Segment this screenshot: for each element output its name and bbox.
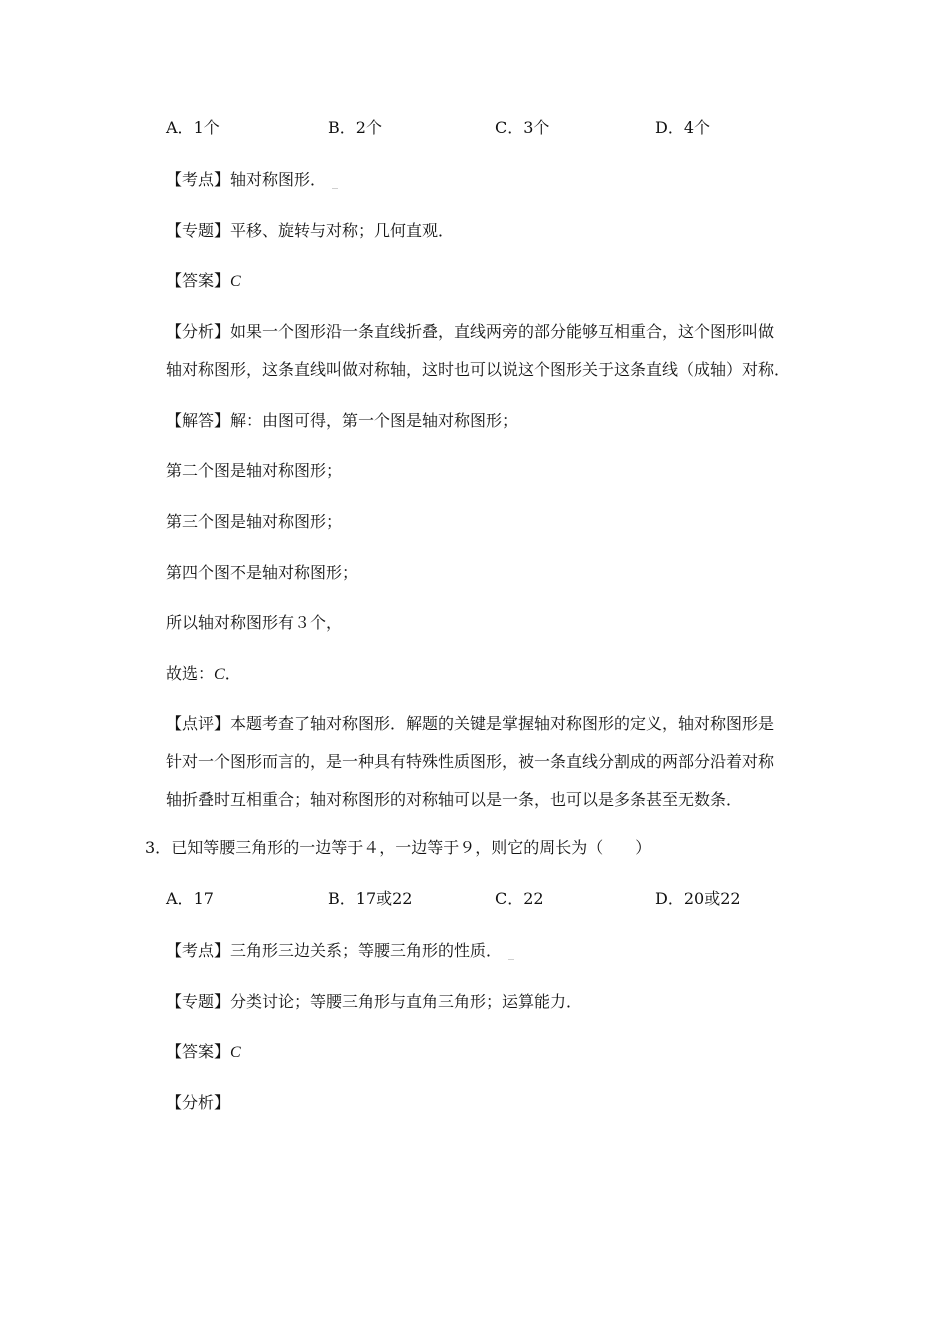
option-letter: C． (495, 889, 524, 908)
q2-option-b (328, 118, 382, 138)
option-text: 2个 (355, 118, 382, 137)
q2-jieda-line2 (166, 461, 342, 481)
q2-option-c (495, 118, 549, 138)
section-text: 第二个图是轴对称图形； (166, 461, 343, 480)
option-text: 20或22 (683, 889, 741, 908)
q3-daan (166, 1042, 241, 1062)
option-text: 17或22 (355, 889, 413, 908)
section-text: ． (224, 664, 241, 683)
section-label: 【专题】 (166, 992, 231, 1011)
answer-value: C (214, 666, 225, 683)
answer-value: C (230, 273, 241, 290)
option-text: 17 (193, 889, 214, 908)
q2-option-a (166, 118, 220, 138)
q3-option-b (328, 889, 413, 909)
option-letter: D． (655, 118, 684, 137)
section-label: 【分析】 (166, 1093, 231, 1112)
section-text: 所以轴对称图形有３个， (166, 613, 343, 632)
q2-dianping-line1 (166, 714, 774, 734)
section-text: 分类讨论；等腰三角形与直角三角形；运算能力． (230, 992, 583, 1011)
section-text: 针对一个图形而言的，是一种具有特殊性质图形，被一条直线分割成的两部分沿着对称 (166, 752, 775, 771)
section-text: 故选： (166, 664, 215, 683)
section-text: 轴折叠时互相重合；轴对称图形的对称轴可以是一条，也可以是多条甚至无数条． (166, 790, 743, 809)
question-number: 3． (145, 838, 172, 857)
q3-option-c (495, 889, 544, 909)
section-text: 如果一个图形沿一条直线折叠，直线两旁的部分能够互相重合，这个图形叫做 (230, 322, 775, 341)
q2-jieda-line3 (166, 512, 342, 532)
section-label: 【考点】 (166, 170, 231, 189)
option-letter: C． (495, 118, 524, 137)
q2-option-d (655, 118, 710, 138)
section-label: 【解答】 (166, 411, 231, 430)
q3-kaodian (166, 941, 514, 961)
q2-daan (166, 271, 241, 291)
section-label: 【分析】 (166, 322, 231, 341)
section-label: 【答案】 (166, 1042, 231, 1061)
option-letter: D． (655, 889, 684, 908)
section-text: 第四个图不是轴对称图形； (166, 563, 359, 582)
option-text: 22 (523, 889, 544, 908)
section-label: 【专题】 (166, 221, 231, 240)
q2-fenxi-line1 (166, 322, 774, 342)
q3-option-a (166, 889, 214, 909)
option-text: 4个 (683, 118, 711, 137)
q2-dianping-line2 (166, 752, 774, 772)
option-letter: B． (328, 118, 356, 137)
q2-jieda-line1 (166, 411, 518, 431)
section-label: 【答案】 (166, 271, 231, 290)
section-text: 解：由图可得，第一个图是轴对称图形； (230, 411, 519, 430)
q3-stem (145, 838, 651, 858)
section-text: 平移、旋转与对称；几何直观． (230, 221, 455, 240)
section-text: 本题考查了轴对称图形．解题的关键是掌握轴对称图形的定义，轴对称图形是 (230, 714, 775, 733)
faint-mark (332, 188, 338, 189)
option-text: 1个 (193, 118, 220, 137)
q2-dianping-line3 (166, 790, 742, 810)
section-label: 【考点】 (166, 941, 231, 960)
section-label: 【点评】 (166, 714, 231, 733)
q2-fenxi-line2 (166, 360, 790, 380)
q2-jieda-line6 (166, 664, 241, 684)
q3-option-d (655, 889, 741, 909)
q3-fenxi (166, 1093, 230, 1113)
q2-kaodian (166, 170, 338, 190)
option-letter: A． (166, 118, 194, 137)
q2-jieda-line4 (166, 563, 358, 583)
section-text: 轴对称图形． (230, 170, 327, 189)
answer-value: C (230, 1044, 241, 1061)
q3-zhuanti (166, 992, 582, 1012)
section-text: 三角形三边关系；等腰三角形的性质． (230, 941, 503, 960)
section-text: 轴对称图形，这条直线叫做对称轴，这时也可以说这个图形关于这条直线（成轴）对称． (166, 360, 791, 379)
question-text: 已知等腰三角形的一边等于４，一边等于９，则它的周长为（ ） (171, 838, 652, 857)
option-letter: A． (166, 889, 194, 908)
faint-mark (508, 959, 514, 960)
option-letter: B． (328, 889, 356, 908)
section-text: 第三个图是轴对称图形； (166, 512, 343, 531)
q2-zhuanti (166, 221, 454, 241)
option-text: 3个 (523, 118, 550, 137)
q2-jieda-line5 (166, 613, 342, 633)
